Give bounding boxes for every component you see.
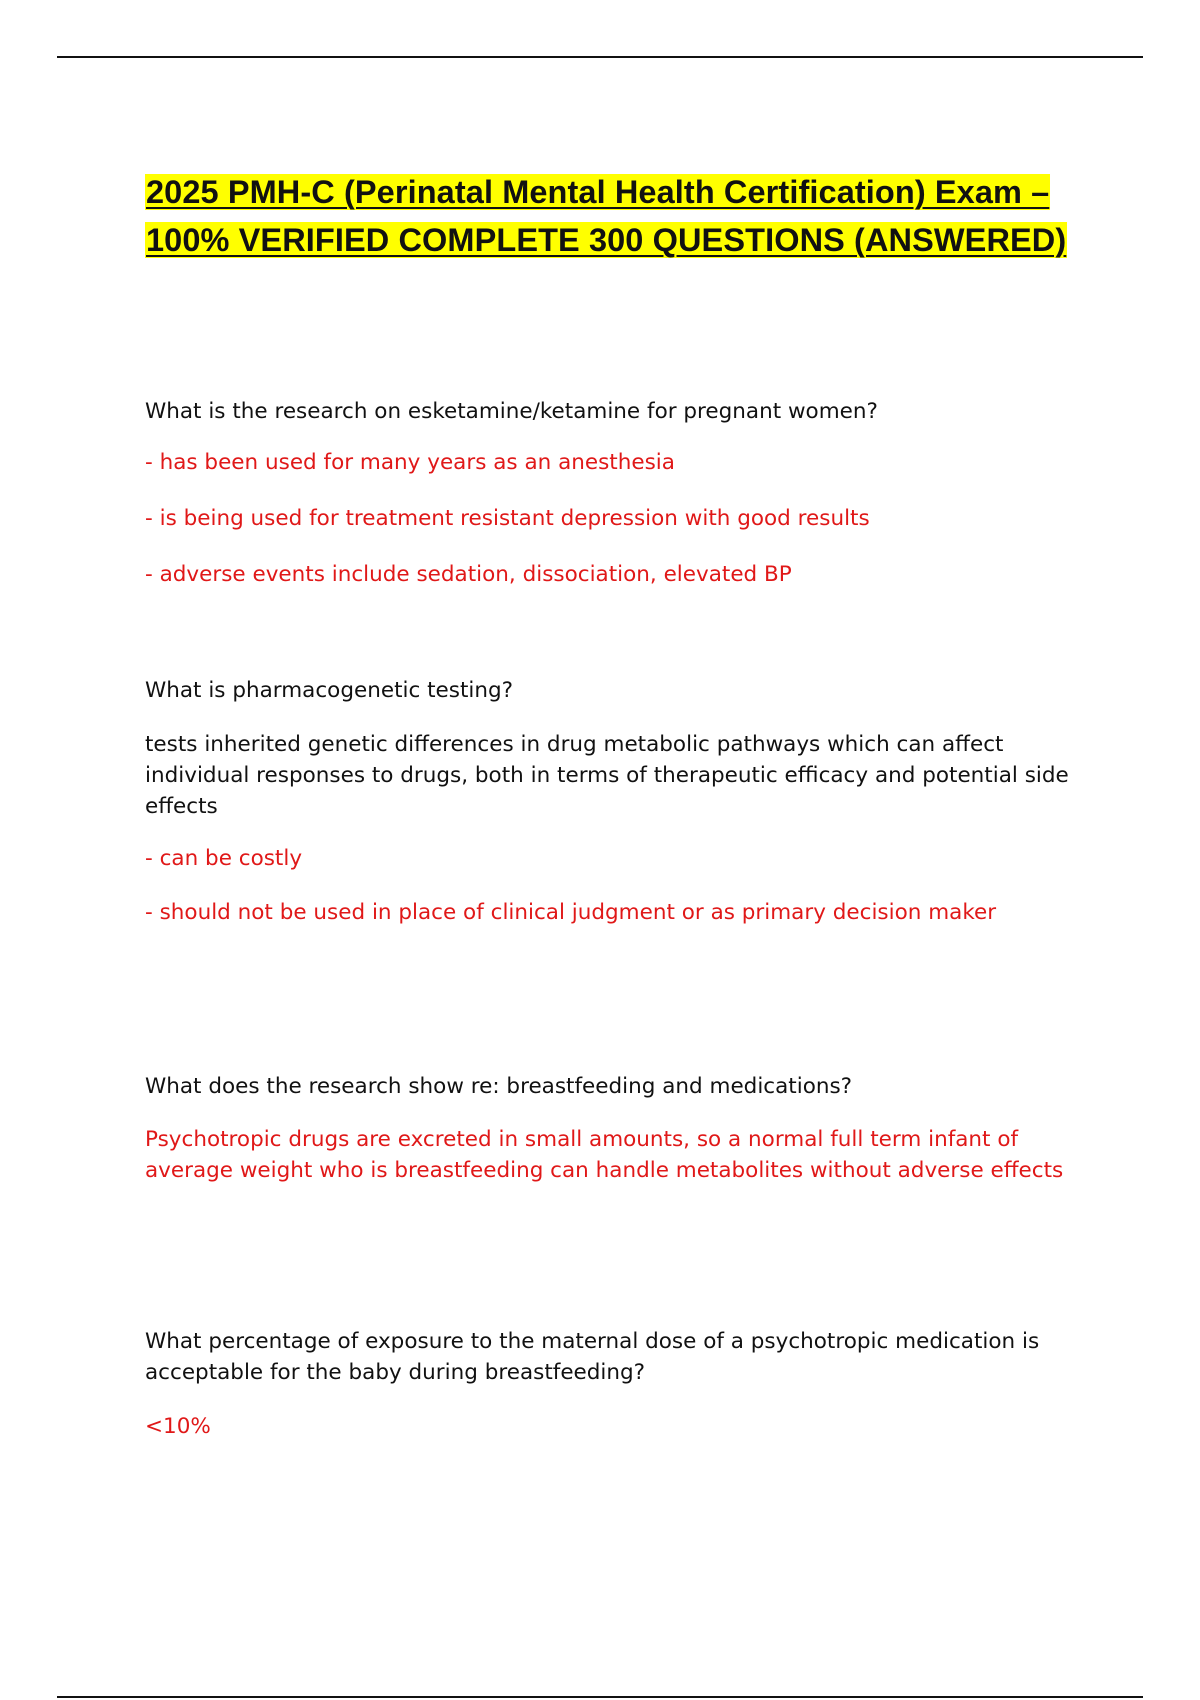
question-text: What is the research on esketamine/ketamine for pregnant women? — [145, 399, 878, 424]
answer-text: - should not be used in place of clinical judgment or as primary decision maker — [145, 900, 997, 925]
definition-text: tests inherited genetic differences in drug metabolic pathways which can affect individual responses to drugs, both in terms of therapeutic efficacy and potential side effects — [145, 732, 1069, 819]
question-block-exposure-percentage — [145, 1326, 1075, 1442]
answer-text: - adverse events include sedation, dissociation, elevated BP — [145, 562, 792, 587]
answer-text: <10% — [145, 1414, 211, 1439]
answer-text: - is being used for treatment resistant depression with good results — [145, 506, 870, 531]
question-block-pharmacogenetic — [145, 675, 1075, 928]
question-text: What does the research show re: breastfeeding and medications? — [145, 1074, 853, 1099]
question-text: What is pharmacogenetic testing? — [145, 678, 514, 703]
question-text: What percentage of exposure to the maternal dose of a psychotropic medication is acceptable for the baby during breastfeeding? — [145, 1329, 1040, 1385]
answer-text: Psychotropic drugs are excreted in small amounts, so a normal full term infant of average weight who is breastfeeding can handle metabolites without adverse effects — [145, 1127, 1064, 1183]
answer-text: - can be costly — [145, 846, 303, 871]
question-block-esketamine — [145, 396, 1075, 590]
question-block-breastfeeding — [145, 1071, 1075, 1186]
top-rule — [57, 56, 1143, 58]
bottom-rule — [57, 1696, 1143, 1698]
document-title — [145, 168, 1085, 264]
title-highlight: 2025 PMH-C (Perinatal Mental Health Certification) Exam – 100% VERIFIED COMPLETE 300 QUESTIONS (ANSWERED) — [146, 174, 1067, 258]
answer-text: - has been used for many years as an anesthesia — [145, 450, 675, 475]
